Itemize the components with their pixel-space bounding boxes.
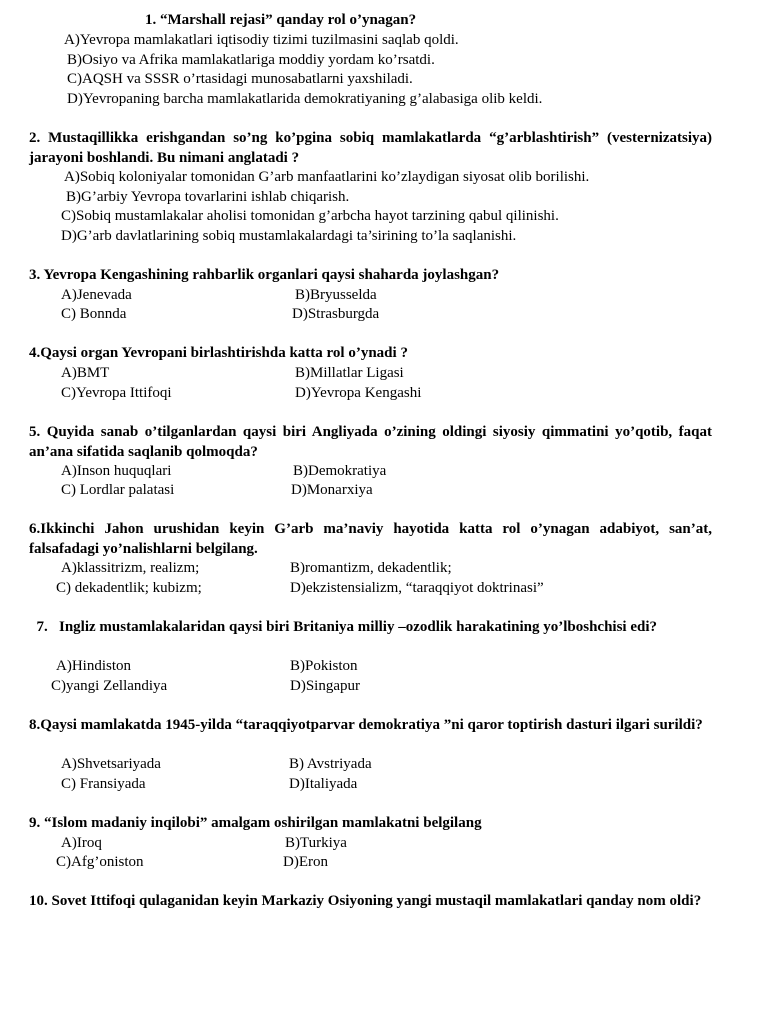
question-6-option-d: D)ekzistensializm, “taraqqiyot doktrinasi” [290,580,544,596]
question-5-option-c: C) Lordlar palatasi [61,482,175,498]
question-7-option-b: B)Pokiston [290,658,358,674]
question-1-option-c: C)AQSH va SSSR o’rtasidagi munosabatlarni yaxshiladi. [67,71,413,87]
question-5-option-b: B)Demokratiya [293,463,387,479]
question-5-option-a: A)Inson huquqlari [61,463,172,479]
question-6-option-b: B)romantizm, dekadentlik; [290,560,452,576]
question-1-text: 1. “Marshall rejasi” qanday rol o’ynagan? [145,12,417,28]
question-3-option-d: D)Strasburgda [292,306,380,322]
question-7-option-c: C)yangi Zellandiya [51,678,168,694]
question-6-text: 6.Ikkinchi Jahon urushidan keyin G’arb ma’naviy hayotida katta rol o’ynagan adabiyot, san’at, falsafadagi yo’nalishlarni belgilang. [29,521,712,557]
question-9-text: 9. “Islom madaniy inqilobi” amalgam oshirilgan mamlakatni belgilang [29,815,482,831]
question-3-text: 3. Yevropa Kengashining rahbarlik organlari qaysi shaharda joylashgan? [29,267,500,283]
question-7-option-d: D)Singapur [290,678,360,694]
question-4-option-c: C)Yevropa Ittifoqi [61,385,172,401]
question-9-option-b: B)Turkiya [285,835,347,851]
question-1-option-b: B)Osiyo va Afrika mamlakatlariga moddiy yordam ko’rsatdi. [67,52,435,68]
question-4-text: 4.Qaysi organ Yevropani birlashtirishda katta rol o’ynadi ? [29,345,408,361]
question-8-option-c: C) Fransiyada [61,776,146,792]
question-5-text: 5. Quyida sanab o’tilganlardan qaysi biri Angliyada o’zining oldingi siyosiy qimmatini yo’qotib, faqat an’ana sifatida saqlanib qolmoqda? [29,424,712,460]
question-1-option-a: A)Yevropa mamlakatlari iqtisodiy tizimi tuzilmasini saqlab qoldi. [64,32,459,48]
question-2-option-d: D)G’arb davlatlarining sobiq mustamlakalardagi ta’sirining to’la saqlanishi. [61,228,517,244]
question-3-option-c: C) Bonnda [61,306,127,322]
question-2-option-c: C)Sobiq mustamlakalar aholisi tomonidan g’arbcha hayot tarzining qabul qilinishi. [61,208,559,224]
question-4-option-d: D)Yevropa Kengashi [295,385,422,401]
question-3-option-a: A)Jenevada [61,287,132,303]
question-4-option-b: B)Millatlar Ligasi [295,365,404,381]
question-2-text: 2. Mustaqillikka erishgandan so’ng ko’pgina sobiq mamlakatlarda “g’arblashtirish” (vesternizatsiya) jarayoni boshlandi. Bu nimani anglatadi ? [29,130,712,166]
question-8-option-b: B) Avstriyada [289,756,372,772]
question-5-option-d: D)Monarxiya [291,482,373,498]
question-7-option-a: A)Hindiston [56,658,131,674]
question-8-option-a: A)Shvetsariyada [61,756,161,772]
question-2-option-a: A)Sobiq koloniyalar tomonidan G’arb manfaatlarini ko’zlaydigan siyosat olib borilishi. [64,169,590,185]
question-6-option-a: A)klassitrizm, realizm; [61,560,200,576]
question-9-option-d: D)Eron [283,854,328,870]
question-9-option-c: C)Afg’oniston [56,854,144,870]
question-8-option-d: D)Italiyada [289,776,358,792]
question-4-option-a: A)BMT [61,365,110,381]
question-7-text: 7. Ingliz mustamlakalaridan qaysi biri Britaniya milliy –ozodlik harakatining yo’lboshchisi edi? [29,619,658,635]
question-9-option-a: A)Iroq [61,835,102,851]
question-1-option-d: D)Yevropaning barcha mamlakatlarida demokratiyaning g’alabasiga olib keldi. [67,91,543,107]
question-3-option-b: B)Bryusselda [295,287,377,303]
question-8-text: 8.Qaysi mamlakatda 1945-yilda “taraqqiyotparvar demokratiya ”ni qaror toptirish dasturi ilgari surildi? [29,717,703,733]
question-6-option-c: C) dekadentlik; kubizm; [56,580,202,596]
question-10-text: 10. Sovet Ittifoqi qulaganidan keyin Markaziy Osiyoning yangi mustaqil mamlakatlari qanday nom oldi? [29,893,702,909]
question-2-option-b: B)G’arbiy Yevropa tovarlarini ishlab chiqarish. [66,189,350,205]
